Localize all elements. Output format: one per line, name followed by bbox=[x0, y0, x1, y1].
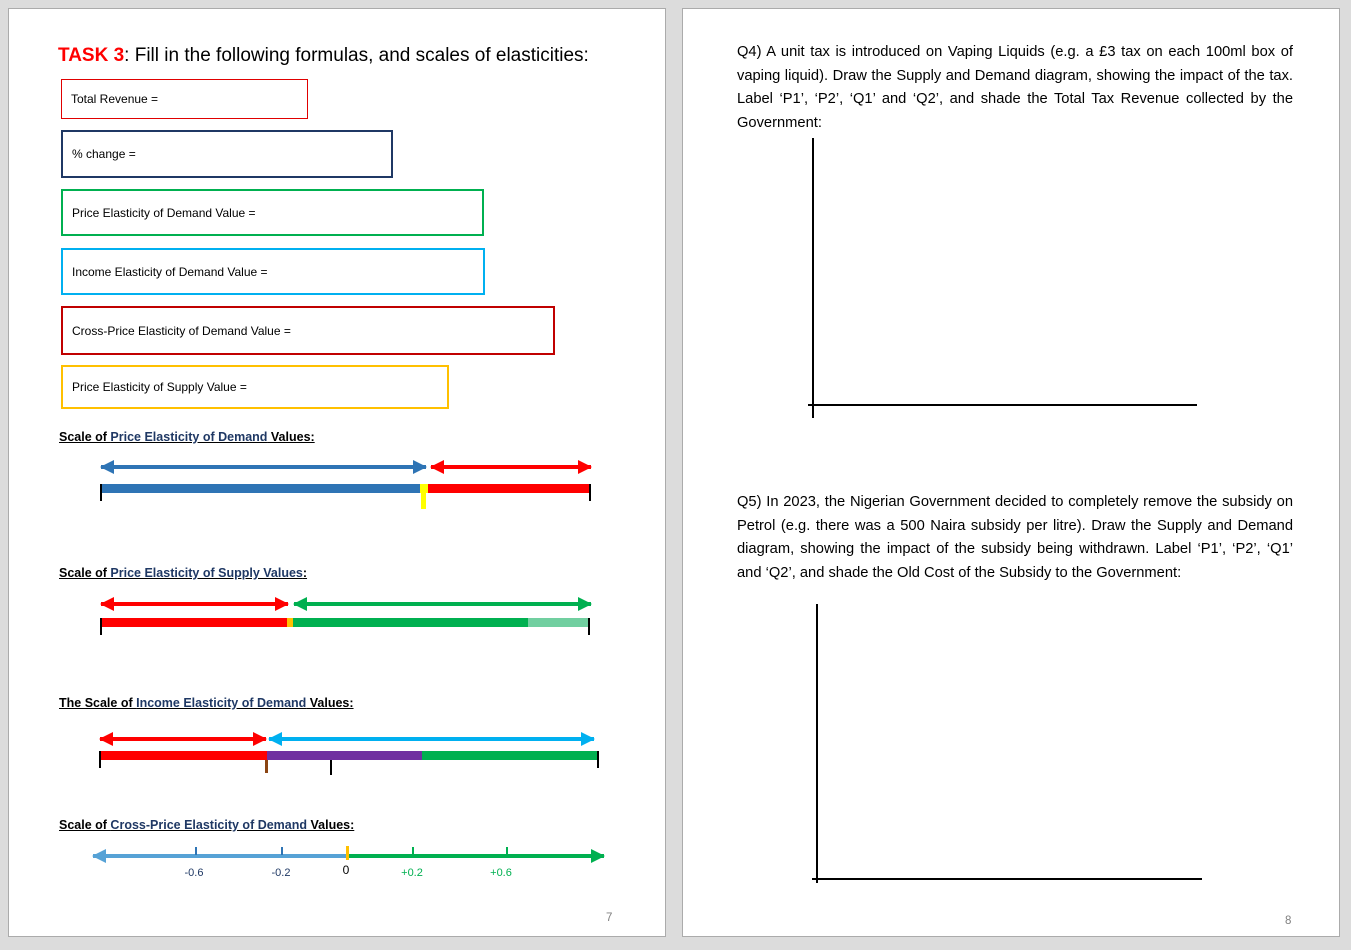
pes-bar-inelastic-segment bbox=[101, 618, 287, 627]
xed-label-pos02: +0.2 bbox=[401, 867, 423, 879]
q4-price-axis bbox=[812, 138, 814, 418]
pes-scale-bar bbox=[101, 618, 589, 627]
task-title-text: : Fill in the following formulas, and scales of elasticities: bbox=[124, 45, 589, 66]
ped-left-end-tick bbox=[100, 484, 102, 501]
question-q4-text: Q4) A unit tax is introduced on Vaping Liquids (e.g. a £3 tax on each 100ml box of vaping liquid). Draw the Supply and Demand diagram, showing the impact of the tax. Label ‘P1’, ‘P2’, ‘Q1’ and ‘Q2’, and shade the Total Tax Revenue collected by the Government: bbox=[737, 44, 1293, 131]
pes-bar-highly-elastic-segment bbox=[528, 618, 589, 627]
page-title bbox=[58, 45, 589, 67]
xed-substitutes-arrow bbox=[348, 854, 604, 858]
ped-inelastic-arrow bbox=[431, 465, 591, 469]
ped-bar-inelastic-segment bbox=[428, 484, 591, 493]
xed-tick-pos02 bbox=[412, 847, 414, 855]
xed-tick-pos06 bbox=[506, 847, 508, 855]
yed-normal-arrow bbox=[269, 737, 594, 741]
xed-label-neg02: -0.2 bbox=[271, 867, 291, 879]
formula-box-ped bbox=[61, 189, 484, 236]
yed-right-end-tick bbox=[597, 751, 599, 768]
question-q5-text: Q5) In 2023, the Nigerian Government decided to completely remove the subsidy on Petrol (e.g. there was a 500 Naira subsidy per litre). Draw the Supply and Demand diagram, showing the impact of the subsidy being withdrawn. Label ‘P1’, ‘P2’, ‘Q1’ and ‘Q2’, and shade the Old Cost of the Subsidy to the Government: bbox=[737, 494, 1293, 581]
yed-bar-necessity-segment bbox=[267, 751, 422, 760]
task-label: TASK 3 bbox=[58, 45, 125, 66]
ped-scale-bar bbox=[101, 484, 591, 493]
heading-ped-scale: Scale of Price Elasticity of Demand Values: bbox=[59, 430, 315, 444]
yed-bar-inferior-segment bbox=[100, 751, 267, 760]
formula-box-total-revenue bbox=[61, 79, 308, 119]
heading-xed-scale: Scale of Cross-Price Elasticity of Demand Values: bbox=[59, 818, 355, 832]
formula-box-yed bbox=[61, 248, 485, 295]
xed-tick-neg02 bbox=[281, 847, 283, 855]
formula-box-pes bbox=[61, 365, 449, 409]
yed-mid-tick bbox=[330, 760, 332, 775]
xed-tick-zero bbox=[346, 846, 349, 860]
xed-complements-arrow bbox=[93, 854, 348, 858]
ped-unit-tick bbox=[421, 493, 426, 509]
ped-bar-unit-segment bbox=[420, 484, 428, 493]
pes-right-end-tick bbox=[588, 618, 590, 635]
formula-box-label: Cross-Price Elasticity of Demand Value = bbox=[72, 323, 291, 338]
heading-yed-scale: The Scale of Income Elasticity of Demand Values: bbox=[59, 696, 354, 710]
yed-bar-luxury-segment bbox=[422, 751, 599, 760]
yed-left-end-tick bbox=[99, 751, 101, 768]
yed-inferior-arrow bbox=[100, 737, 266, 741]
formula-box-percent-change bbox=[61, 130, 393, 178]
document-page-8 bbox=[682, 8, 1340, 937]
formula-box-label: Income Elasticity of Demand Value = bbox=[72, 264, 268, 279]
xed-label-neg06: -0.6 bbox=[184, 867, 204, 879]
ped-right-end-tick bbox=[589, 484, 591, 501]
q5-quantity-axis bbox=[812, 878, 1202, 880]
xed-label-pos06: +0.6 bbox=[490, 867, 512, 879]
pes-bar-elastic-segment bbox=[293, 618, 528, 627]
formula-box-label: Total Revenue = bbox=[71, 92, 159, 106]
formula-box-label: Price Elasticity of Supply Value = bbox=[72, 380, 247, 394]
ped-elastic-arrow bbox=[101, 465, 426, 469]
xed-label-zero: 0 bbox=[342, 863, 350, 877]
heading-pes-scale: Scale of Price Elasticity of Supply Values: bbox=[59, 566, 308, 580]
pes-elastic-arrow bbox=[294, 602, 591, 606]
page-number-left: 7 bbox=[606, 912, 613, 924]
q4-quantity-axis bbox=[808, 404, 1197, 406]
document-page-7 bbox=[8, 8, 666, 937]
formula-box-xed bbox=[61, 306, 555, 355]
yed-zero-tick bbox=[265, 760, 268, 773]
yed-scale-bar bbox=[100, 751, 599, 760]
formula-box-label: Price Elasticity of Demand Value = bbox=[72, 205, 256, 220]
page-number-right: 8 bbox=[1285, 915, 1292, 927]
xed-tick-neg06 bbox=[195, 847, 197, 855]
q5-price-axis bbox=[816, 604, 818, 883]
pes-left-end-tick bbox=[100, 618, 102, 635]
pes-inelastic-arrow bbox=[101, 602, 288, 606]
formula-box-label: % change = bbox=[72, 147, 136, 161]
ped-bar-elastic-segment bbox=[101, 484, 420, 493]
